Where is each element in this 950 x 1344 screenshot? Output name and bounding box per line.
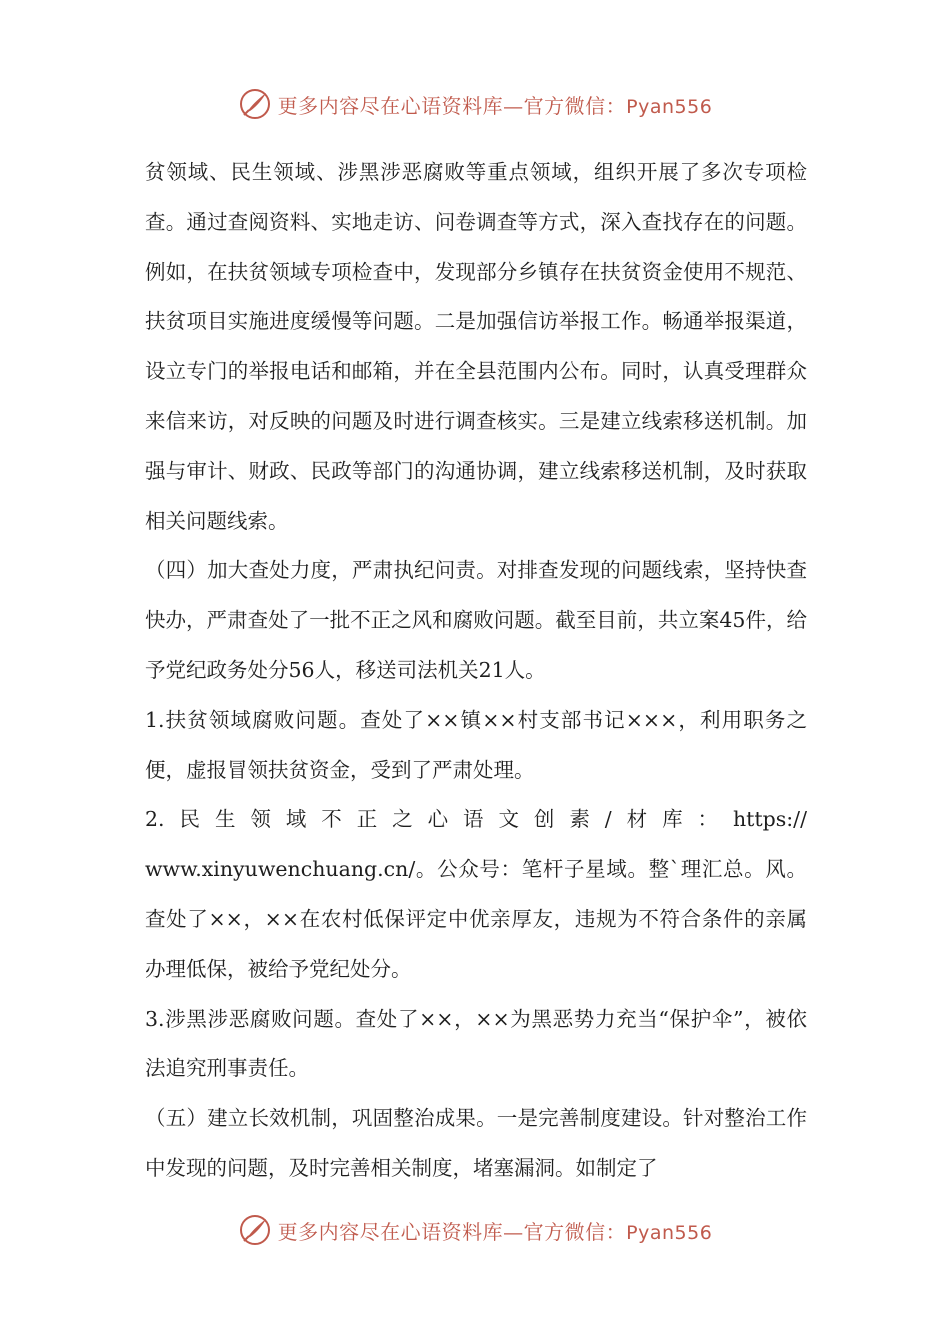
watermark-id: Pyan556 [626, 1221, 713, 1244]
watermark-text: 更多内容尽在心语资料库—官方微信： [277, 93, 627, 118]
watermark-id: Pyan556 [626, 95, 713, 118]
quill-logo-icon [238, 1213, 272, 1247]
header-watermark [0, 84, 950, 124]
paragraph-1: 贫领域、民生领域、涉黑涉恶腐败等重点领域，组织开展了多次专项检查。通过查阅资料、实地走访、问卷调查等方式，深入查找存在的问题。例如，在扶贫领域专项检查中，发现部分乡镇存在扶贫资金使用不规范、扶贫项目实施进度缓慢等问题。二是加强信访举报工作。畅通举报渠道，设立专门的举报电话和邮箱，并在全县范围内公布。同时，认真受理群众来信来访，对反映的问题及时进行调查核实。三是建立线索移送机制。加强与审计、财政、民政等部门的沟通协调，建立线索移送机制，及时获取相关问题线索。 [145, 160, 807, 533]
paragraph-4-line-1: 2.民生领域不正之心语文创素/材库：https:// [145, 807, 807, 832]
watermark-text: 更多内容尽在心语资料库—官方微信： [277, 1219, 627, 1244]
quill-logo-icon [238, 87, 272, 121]
footer-watermark [0, 1210, 950, 1250]
paragraph-4-rest: www.xinyuwenchuang.cn/。公众号：笔杆子星域。整`理汇总。风。查处了××，××在农村低保评定中优亲厚友，违规为不符合条件的亲属办理低保，被给予党纪处分。 [145, 857, 807, 981]
paragraph-3: 1.扶贫领域腐败问题。查处了××镇××村支部书记×××，利用职务之便，虚报冒领扶贫资金，受到了严肃处理。 [145, 707, 807, 782]
paragraph-5: 3.涉黑涉恶腐败问题。查处了××，××为黑恶势力充当“保护伞”，被依法追究刑事责任。 [145, 1006, 807, 1081]
paragraph-2: （四）加大查处力度，严肃执纪问责。对排查发现的问题线索，坚持快查快办，严肃查处了一批不正之风和腐败问题。截至目前，共立案45件，给予党纪政务处分56人，移送司法机关21人。 [145, 558, 807, 682]
paragraph-6: （五）建立长效机制，巩固整治成果。一是完善制度建设。针对整治工作中发现的问题，及时完善相关制度，堵塞漏洞。如制定了 [145, 1106, 807, 1180]
document-body [145, 148, 807, 1194]
paragraph-4 [145, 795, 807, 994]
